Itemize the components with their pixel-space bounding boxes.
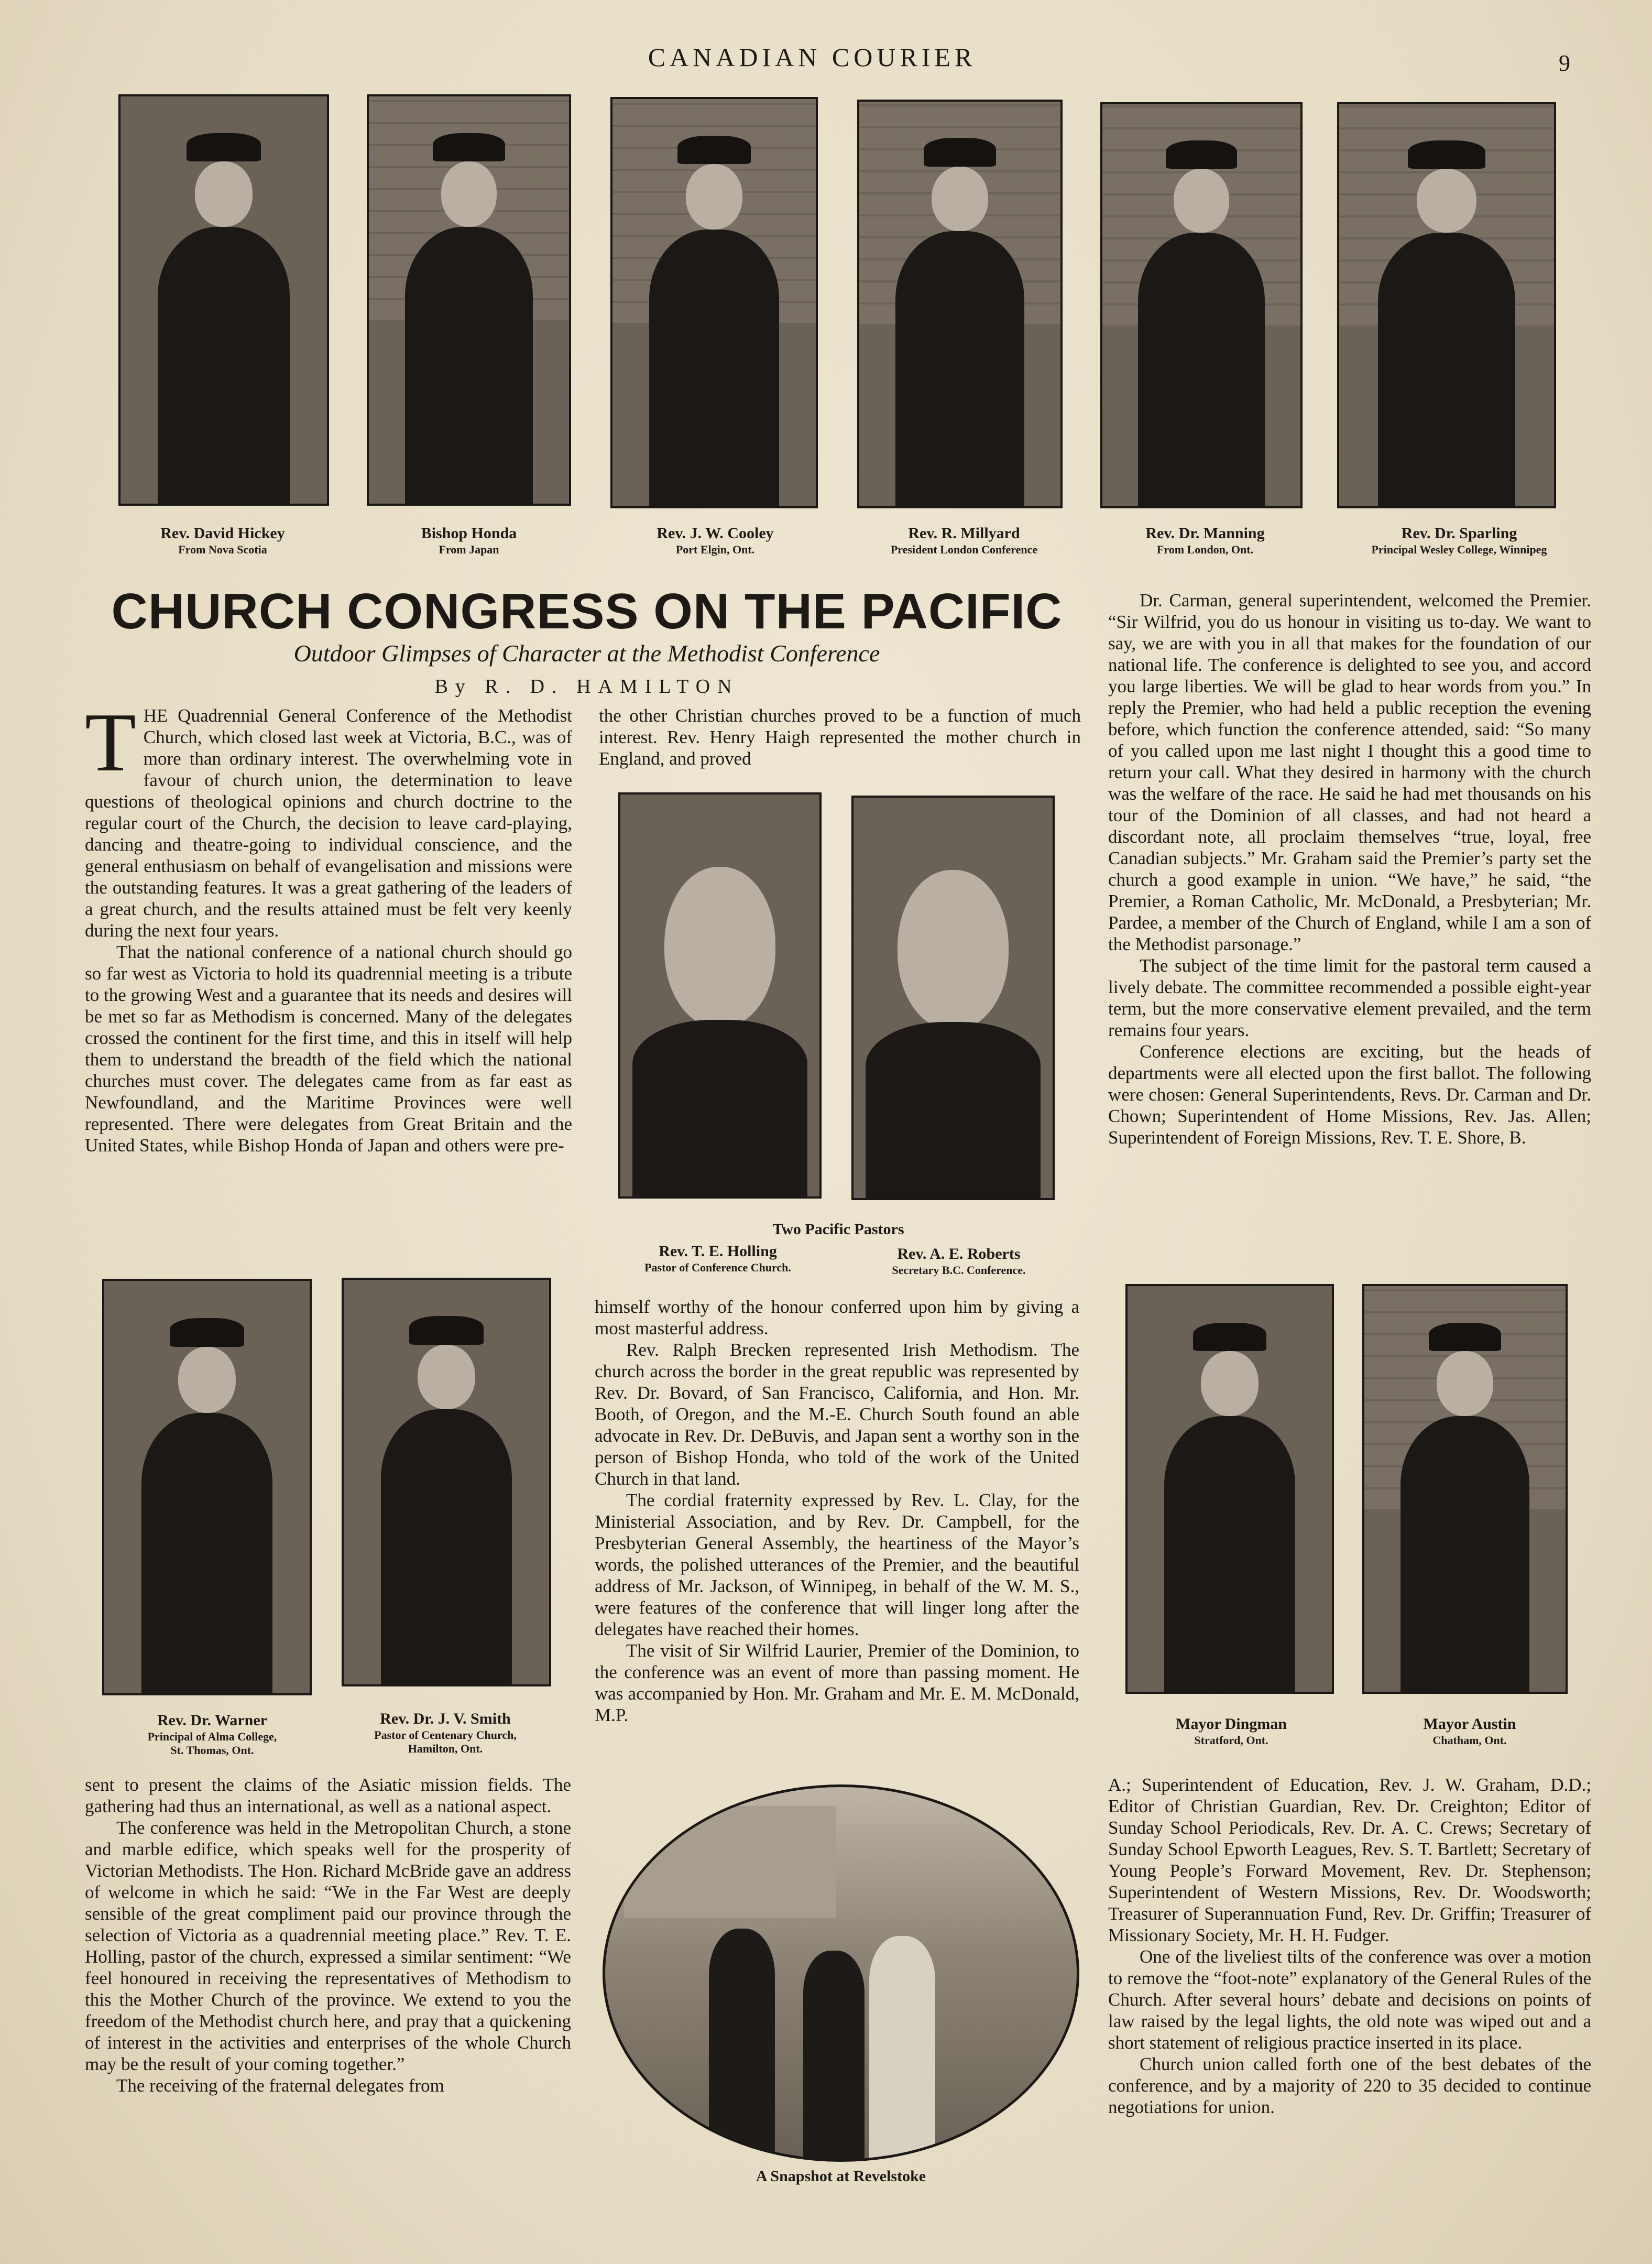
caption-holling: Rev. T. E. Holling Pastor of Conference Church. <box>644 1243 791 1274</box>
photo-warner <box>102 1279 312 1695</box>
article-col3-bottom <box>1108 1774 1591 2118</box>
article-paragraph: sent to present the claims of the Asiatic mission fields. The gathering had thus an international, as well as a national aspect. <box>85 1775 571 1816</box>
article-col3-top <box>1108 590 1591 1148</box>
photo-cooley <box>610 97 818 508</box>
article-paragraph: Dr. Carman, general superintendent, welcomed the Premier. “Sir Wilfrid, you do us honour in visiting us to-day. We want to say, we are with you in all that makes for the foundation of our national life. The conference is delighted to see you, and accord you large liberties. We will be glad to hear words from you.” In reply the Premier, who had held a public reception the evening before, which function the conference attended, said: “So many of you called upon me last night I thought this a good time to return your call. What they desired in harmony with the church was the welfare of the race. He said he had met thousands on his tour of the Dominion of all classes, and had not heard a discordant note, all proclaim themselves “true, loyal, free Canadian subjects.” Mr. Graham said the Premier’s party set the church a good example in union. “We have,” he said, “the Premier, a Roman Catholic, Mr. McDonald, a Presbyterian; Mr. Pardee, a member of the Church of England, while I am a son of the Methodist parsonage.” <box>1108 590 1591 954</box>
drop-cap: T <box>85 695 136 789</box>
photo-roberts <box>851 796 1055 1200</box>
photo-manning <box>1100 102 1303 508</box>
article-paragraph: The subject of the time limit for the pastoral term caused a lively debate. The committee recommended a possible eight-year term, but the more conservative element prevailed, and the term remains four years. <box>1108 955 1591 1040</box>
photo-dingman <box>1125 1284 1334 1694</box>
article-paragraph: Rev. Ralph Brecken represented Irish Methodism. The church across the border in the great republic was represented by Rev. Dr. Bovard, of San Francisco, California, and Hon. Mr. Booth, of Oregon, and the M.-E. Church South found an able advocate in Rev. Dr. DeBuvis, and Japan sent a worthy son in the person of Bishop Honda, who told of the work of the United Church in that land. <box>595 1340 1079 1489</box>
article-paragraph: That the national conference of a national church should go so far west as Victoria to hold its quadrennial meeting is a tribute to the growing West and a guarantee that its needs and desires will be met so far as Methodism is concerned. Many of the delegates crossed the continent for the first time, and this in itself will help them to understand the breadth of the field which the national churches must cover. The delegates came from as far east as Newfoundland, and the Maritime Provinces were well represented. There were delegates from Great Britain and the United States, while Bishop Honda of Japan and others were pre- <box>85 942 572 1156</box>
subheadline: Outdoor Glimpses of Character at the Methodist Conference <box>293 640 880 667</box>
photo-smith <box>342 1278 551 1686</box>
caption-honda: Bishop Honda From Japan <box>421 525 517 556</box>
page-number: 9 <box>1559 50 1570 76</box>
article-paragraph: the other Christian churches proved to be a function of much interest. Rev. Henry Haigh represented the mother church in England, and proved <box>599 705 1081 769</box>
photo-sparling <box>1337 102 1556 508</box>
article-paragraph: One of the liveliest tilts of the conference was over a motion to remove the “foot-note” explanatory of the General Rules of the Church. After several hours’ debate and decisions on points of law raised by the legal lights, the old note was wiped out and a short statement of religious practice inserted in its place. <box>1108 1946 1591 2053</box>
caption-warner: Rev. Dr. Warner Principal of Alma College, St. Thomas, Ont. <box>147 1712 277 1757</box>
masthead: CANADIAN COURIER <box>648 42 977 72</box>
caption-roberts: Rev. A. E. Roberts Secretary B.C. Conference. <box>892 1245 1026 1277</box>
caption-cooley: Rev. J. W. Cooley Port Elgin, Ont. <box>657 525 774 556</box>
caption-austin: Mayor Austin Chatham, Ont. <box>1423 1715 1516 1747</box>
article-col2-top <box>599 705 1081 769</box>
photo-honda <box>367 94 571 506</box>
article-col1-top <box>85 695 572 1156</box>
article-paragraph: The visit of Sir Wilfrid Laurier, Premier of the Dominion, to the conference was an event of more than passing moment. He was accompanied by Hon. Mr. Graham and Mr. E. M. McDonald, M.P. <box>595 1640 1079 1725</box>
photo-austin <box>1362 1284 1568 1694</box>
article-paragraph: The receiving of the fraternal delegates from <box>116 2075 444 2096</box>
byline: By R. D. HAMILTON <box>434 676 739 698</box>
headline: CHURCH CONGRESS ON THE PACIFIC <box>111 583 1063 639</box>
photo-holling <box>618 792 822 1199</box>
caption-millyard: Rev. R. Millyard President London Conference <box>890 525 1038 556</box>
caption-revelstoke: A Snapshot at Revelstoke <box>756 2168 926 2185</box>
article-paragraph: Conference elections are exciting, but the heads of departments were all elected upon the first ballot. The following were chosen: General Superintendents, Revs. Dr. Carman and Dr. Chown; Superintendent of Home Missions, Rev. Jas. Allen; Superintendent of Foreign Missions, Rev. T. E. Shore, B. <box>1108 1041 1591 1148</box>
article-paragraph: Church union called forth one of the best debates of the conference, and by a majority of 220 to 35 decided to continue negotiations for union. <box>1108 2054 1591 2117</box>
photo-hickey <box>118 94 329 506</box>
caption-smith: Rev. Dr. J. V. Smith Pastor of Centenary Church, Hamilton, Ont. <box>374 1710 517 1755</box>
article-paragraph: The conference was held in the Metropolitan Church, a stone and marble edifice, which speaks well for the prosperity of Victorian Methodists. The Hon. Richard McBride gave an address of welcome in which he said: “We in the Far West are deeply sensible of the great compliment paid our province through the selection of Victoria as a quadrennial meeting place.” Rev. T. E. Holling, pastor of the church, expressed a similar sentiment: “We feel honoured in receiving the representatives of Methodism to this the Mother Church of the province. We extend to you the freedom of the Methodist church here, and pray that a quickening of interest in the activities and enterprises of the whole Church may be the result of your coming together.” <box>85 1817 571 2074</box>
article-paragraph: himself worthy of the honour conferred upon him by giving a most masterful address. <box>595 1297 1079 1338</box>
caption-dingman: Mayor Dingman Stratford, Ont. <box>1176 1715 1287 1747</box>
article-paragraph: HE Quadrennial General Conference of the Methodist Church, which closed last week at Victoria, B.C., was of more than ordinary interest. The overwhelming vote in favour of church union, the determination to leave questions of theological opinions and church doctrine to the regular court of the Church, the decision to leave card-playing, dancing and theatre-going to individual conscience, and the general enthusiasm on behalf of evangelisation and missions were the outstanding features. It was a great gathering of the leaders of a great church, and the results attained must be felt very keenly during the next four years. <box>85 705 572 941</box>
article-paragraph: The cordial fraternity expressed by Rev. L. Clay, for the Ministerial Association, and by Rev. Dr. Campbell, for the Presbyterian General Assembly, the heartiness of the Mayor’s words, the polished utterances of the Premier, and the beautiful address of Mr. Jackson, of Winnipeg, in behalf of the W. M. S., were features of the conference that will linger long after the delegates have reached their homes. <box>595 1490 1079 1639</box>
article-paragraph: A.; Superintendent of Education, Rev. J. W. Graham, D.D.; Editor of Christian Guardian, Rev. Dr. Creighton; Editor of Sunday School Periodicals, Rev. Dr. A. C. Crews; Secretary of Sunday School Epworth Leagues, Rev. S. T. Bartlett; Secretary of Young People’s Forward Movement, Rev. Dr. Stephenson; Superintendent of Western Missions, Rev. Dr. Woodsworth; Treasurer of Superannuation Fund, Rev. Dr. Griffin; Treasurer of Missionary Society, Mr. H. H. Fudger. <box>1108 1775 1591 1945</box>
caption-manning: Rev. Dr. Manning From London, Ont. <box>1145 525 1265 556</box>
photo-revelstoke-snapshot <box>603 1784 1079 2162</box>
caption-two-pacific-pastors: Two Pacific Pastors <box>772 1221 904 1238</box>
article-col2-middle <box>595 1296 1079 1726</box>
photo-millyard <box>857 100 1063 508</box>
caption-sparling: Rev. Dr. Sparling Principal Wesley College, Winnipeg <box>1371 525 1547 556</box>
caption-hickey: Rev. David Hickey From Nova Scotia <box>160 525 285 556</box>
article-col1-bottom <box>85 1774 571 2096</box>
